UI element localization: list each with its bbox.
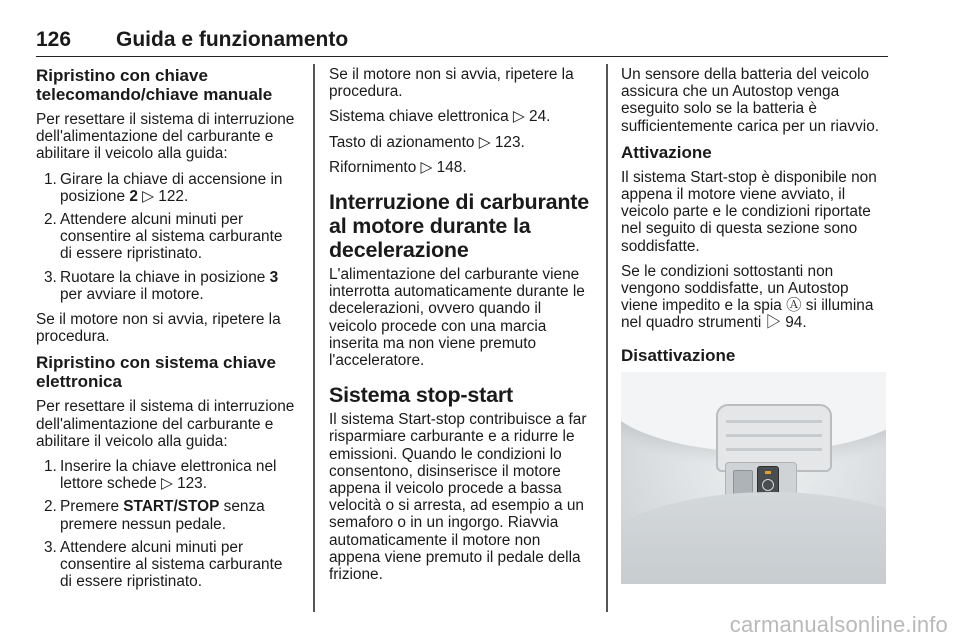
running-title: Guida e funzionamento — [116, 28, 349, 51]
heading-stop-start: Sistema stop-start — [329, 383, 513, 408]
autostop-warning-icon: Ⓐ — [786, 297, 802, 315]
paragraph: Un sensore della batteria del veicolo assicura che un Autostop venga eseguito solo se la batteria è sufficientemente carica per un riavvio. — [621, 66, 880, 135]
cross-reference: Sistema chiave elettronica ▷ 24. — [329, 108, 551, 126]
heading-fuel-cutoff: Interruzione di carburante al motore durante la decelerazione — [329, 190, 590, 263]
paragraph: Se le condizioni sottostanti non vengono soddisfatte, un Autostop viene impedito e la spia Ⓐ si illumina nel quadro strumenti ▷ 94. — [621, 262, 874, 332]
steps-list — [36, 458, 298, 590]
paragraph: Se il motore non si avvia, ripetere la procedura. — [36, 311, 281, 346]
stop-start-button-illustration — [621, 372, 886, 584]
cross-reference: Rifornimento ▷ 148. — [329, 158, 467, 176]
paragraph: Se il motore non si avvia, ripetere la procedura. — [329, 66, 574, 101]
watermark: carmanualsonline.info — [729, 612, 948, 637]
heading-manual-key-reset: Ripristino con chiave telecomando/chiave manuale — [36, 66, 273, 104]
heading-activation: Attivazione — [621, 142, 712, 162]
list-item: 3. Attendere alcuni minuti per consentire al sistema carburante di essere ripristinato. — [44, 538, 283, 591]
paragraph: L'alimentazione del carburante viene interrotta automaticamente durante le decelerazioni, ovvero quando il veicolo procede con una marcia inserita ma non viene premuto l'acceleratore. — [329, 266, 585, 370]
page-number: 126 — [36, 28, 72, 51]
column-divider — [606, 64, 608, 612]
paragraph: Il sistema Start-stop contribuisce a far risparmiare carburante e a ridurre le emissioni. Quando le condizioni lo consentono, disinserisce il motore appena il veicolo procede a bassa velocità o si arresta, ad esempio a un semaforo o in un ingorgo. Riavvia automaticamente il motore non appena viene premuto il pedale della frizione. — [329, 411, 587, 584]
column-3 — [621, 66, 888, 584]
paragraph: Il sistema Start-stop è disponibile non appena il motore viene avviato, il veicolo parte e le condizioni riportate nel seguito di questa sezione sono soddisfatte. — [621, 168, 877, 255]
column-1 — [36, 66, 298, 598]
list-item: 2. Attendere alcuni minuti per consentire al sistema carburante di essere ripristinato. — [44, 211, 283, 263]
steps-list — [36, 171, 298, 303]
paragraph: Per resettare il sistema di interruzione dell'alimentazione del carburante e abilitare il veicolo alla guida: — [36, 398, 295, 450]
page-header — [36, 22, 888, 57]
list-item: 1. Inserire la chiave elettronica nel lettore schede ▷ 123. — [44, 458, 277, 493]
heading-deactivation: Disattivazione — [621, 345, 736, 365]
cross-reference: Tasto di azionamento ▷ 123. — [329, 133, 525, 151]
list-item: 1. Girare la chiave di accensione in posizione 2 ▷ 122. — [44, 170, 283, 205]
column-2 — [329, 66, 591, 591]
paragraph: Per resettare il sistema di interruzione dell'alimentazione del carburante e abilitare il veicolo alla guida: — [36, 111, 295, 163]
heading-electronic-key-reset: Ripristino con sistema chiave elettronica — [36, 353, 276, 392]
column-divider — [313, 64, 315, 612]
list-item: 3. Ruotare la chiave in posizione 3 per avviare il motore. — [44, 268, 279, 303]
list-item: 2. Premere START/STOP senza premere nessun pedale. — [44, 498, 265, 533]
